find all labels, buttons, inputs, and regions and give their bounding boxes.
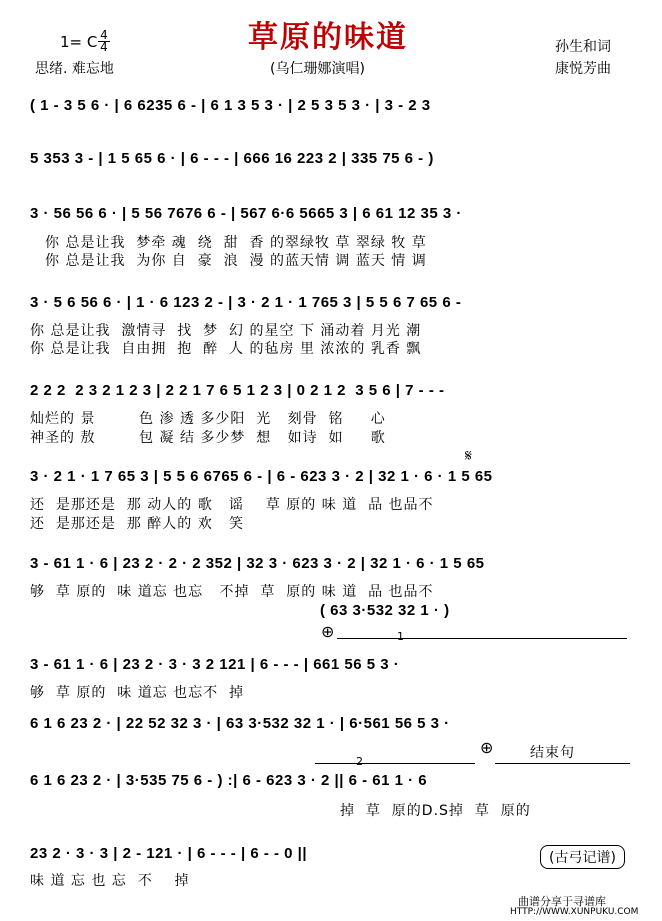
ending-line bbox=[495, 763, 630, 764]
transcriber-credit: (古弓记谱) bbox=[540, 845, 625, 869]
music-line-3: 3 · 56 56 6 · | 5 56 7676 6 - | 567 6·6 5665 3 | 6 61 12 35 3 · bbox=[30, 205, 462, 222]
lyric-5a: 灿烂的 景 色 渗 透 多少阳 光 刻骨 铭 心 bbox=[30, 411, 386, 427]
music-line-4: 3 · 5 6 56 6 · | 1 · 6 123 2 - | 3 · 2 1 · 1 765 3 | 5 5 6 7 65 6 - bbox=[30, 294, 462, 311]
lyric-7a: 够 草 原的 味 道忘 也忘 不掉 草 原的 味 道 品 也品不 bbox=[30, 584, 434, 600]
lyric-6b: 还 是那还是 那 醉人的 欢 笑 bbox=[30, 516, 245, 532]
volta-2-number: 2 bbox=[356, 755, 363, 768]
lyric-8a: 够 草 原的 味 道忘 也忘不 掉 bbox=[30, 685, 245, 701]
key-signature: 1= C bbox=[60, 33, 98, 51]
lyricist-credit: 孙生和词 bbox=[555, 39, 611, 55]
source-url: HTTP://WWW.XUNPUKU.COM bbox=[510, 907, 639, 917]
music-line-9: 6 1 6 23 2 · | 22 52 32 3 · | 63 3·532 32 1 · | 6·561 56 5 3 · bbox=[30, 715, 450, 732]
lyric-6a: 还 是那还是 那 动人的 歌 谣 草 原的 味 道 品 也品不 bbox=[30, 497, 434, 513]
lyric-5b: 神圣的 敖 包 凝 结 多少梦 想 如诗 如 歌 bbox=[30, 430, 386, 446]
lyric-4a: 你 总是让我 激情寻 找 梦 幻 的星空 下 涌动着 月光 潮 bbox=[30, 323, 422, 339]
time-signature bbox=[98, 30, 110, 53]
share-note: 曲谱分享于寻谱库 bbox=[518, 895, 606, 908]
volta-line-1 bbox=[337, 638, 627, 639]
lyric-4b: 你 总是让我 自由拥 抱 醉 人 的毡房 里 浓浓的 乳香 飘 bbox=[30, 341, 422, 357]
music-line-10: 6 1 6 23 2 · | 3·535 75 6 - ) :| 6 - 623 3 · 2 || 6 - 61 1 · 6 bbox=[30, 772, 428, 789]
segno-sign: 𝄋 bbox=[465, 446, 472, 465]
coda-sign-1: ⊕ bbox=[321, 622, 335, 641]
volta-1-number: 1 bbox=[397, 630, 404, 643]
lyric-10a: 掉 草 原的D.S掉 草 原的 bbox=[340, 803, 531, 819]
time-bottom: 4 bbox=[100, 40, 108, 54]
music-line-6: 3 · 2 1 · 1 7 65 3 | 5 5 6 6765 6 - | 6 - 623 3 · 2 | 32 1 · 6 · 1 5 65 bbox=[30, 468, 493, 485]
singer-credit: (乌仁珊娜演唱) bbox=[270, 61, 365, 77]
music-line-2: 5 353 3 - | 1 5 65 6 · | 6 - - - | 666 16 223 2 | 335 75 6 - ) bbox=[30, 150, 434, 167]
music-line-8: 3 - 61 1 · 6 | 23 2 · 3 · 3 2 121 | 6 - - - | 661 56 5 3 · bbox=[30, 656, 400, 673]
tempo-mood: 思绪. 难忘地 bbox=[35, 61, 114, 77]
coda-sign-2: ⊕ bbox=[480, 738, 494, 757]
music-line-7: 3 - 61 1 · 6 | 23 2 · 2 · 2 352 | 32 3 · 623 3 · 2 | 32 1 · 6 · 1 5 65 bbox=[30, 555, 485, 572]
music-line-1: ( 1 - 3 5 6 · | 6 6235 6 - | 6 1 3 5 3 · | 2 5 3 5 3 · | 3 - 2 3 bbox=[30, 97, 431, 114]
lyric-11a: 味 道 忘 也 忘 不 掉 bbox=[30, 873, 190, 889]
song-title: 草原的味道 bbox=[248, 20, 408, 55]
ending-label: 结束句 bbox=[530, 745, 575, 761]
music-line-11: 23 2 · 3 · 3 | 2 - 121 · | 6 - - - | 6 - - 0 || bbox=[30, 845, 308, 862]
volta-line-2 bbox=[315, 763, 475, 764]
lyric-3b: 你 总是让我 为你 自 豪 浪 漫 的蓝天情 调 蓝天 情 调 bbox=[45, 253, 427, 269]
time-top: 4 bbox=[100, 28, 108, 42]
composer-credit: 康悦芳曲 bbox=[555, 61, 611, 77]
music-parenthetical: ( 63 3·532 32 1 · ) bbox=[320, 602, 450, 619]
music-line-5: 2 2 2 2 3 2 1 2 3 | 2 2 1 7 6 5 1 2 3 | 0 2 1 2 3 5 6 | 7 - - - bbox=[30, 382, 445, 399]
lyric-3a: 你 总是让我 梦牵 魂 绕 甜 香 的翠绿牧 草 翠绿 牧 草 bbox=[45, 235, 427, 251]
